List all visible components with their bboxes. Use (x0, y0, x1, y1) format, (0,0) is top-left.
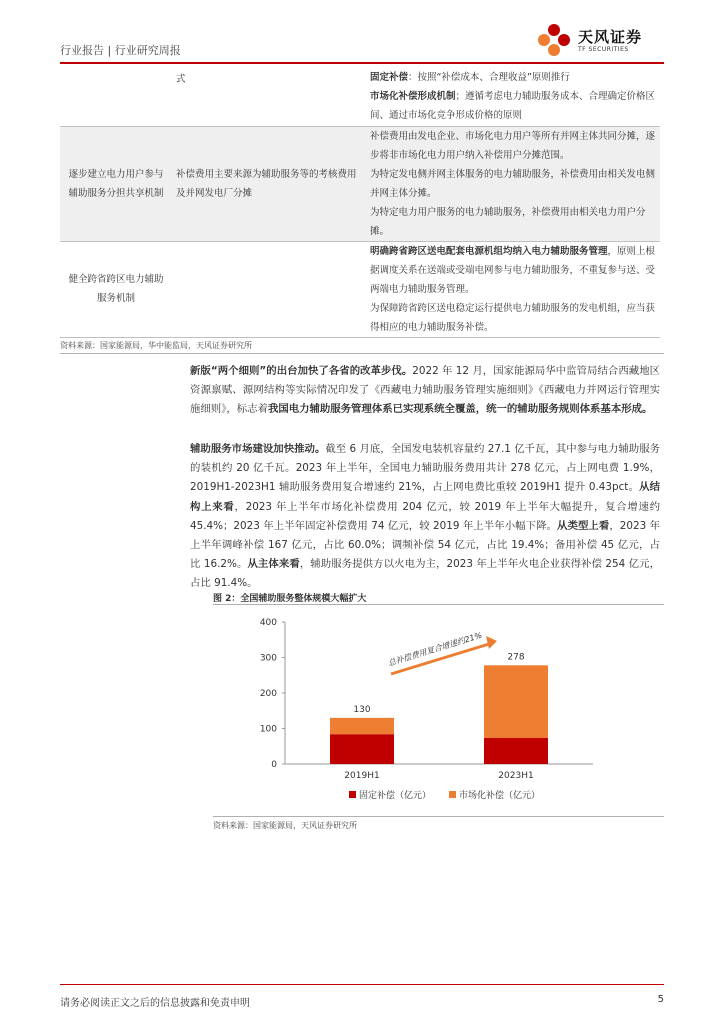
page-number: 5 (657, 994, 664, 1005)
cell-line (370, 87, 656, 125)
y-tick-label: 300 (259, 653, 277, 664)
header-divider (60, 62, 664, 64)
x-tick-label: 2023H1 (498, 771, 534, 781)
table-cell: 健全跨省跨区电力辅助服务机制 (60, 241, 172, 337)
table-cell (172, 241, 366, 337)
table-cell (60, 68, 172, 126)
cell-text: ，原则上根据调度关系在送端或受端电网参与电力辅助服务，不重复参与送、受两端电力辅助服务管理。 (370, 245, 656, 295)
y-tick-label: 400 (259, 618, 277, 628)
bar-segment (484, 738, 548, 764)
report-type: 行业报告 | 行业研究周报 (60, 44, 181, 57)
paragraph-body: 2022 年 12 月，国家能源局华中监管局结合西藏地区资源禀赋、源网结构等实际情况印发了《西藏电力辅助服务管理实施细则》《西藏电力并网运行管理实施细则》，标志着 (190, 365, 661, 416)
paragraph-lead: 新版“两个细则”的出台加快了各省的改革步伐。 (190, 365, 413, 377)
cell-text: ：按照“补偿成本、合理收益”原则推行 (408, 72, 570, 83)
figure-source: 资料来源：国家能源局，天风证券研究所 (213, 821, 357, 830)
bar-segment (330, 718, 394, 734)
bar-segment (484, 665, 548, 737)
legend-swatch (449, 791, 456, 798)
cell-line: 为特定电力用户服务的电力辅助服务，补偿费用由相关电力用户分摊。 (370, 206, 646, 237)
cell-line: 为保障跨省跨区送电稳定运行提供电力辅助服务的发电机组，应当获得相应的电力辅助服务补偿。 (370, 302, 656, 333)
paragraph-body: ，2023 年上半年调峰补偿 167 亿元，占比 60.0%；调频补偿 54 亿元，占比 19.4%；备用补偿 45 亿元，占比 16.2%。 (190, 519, 660, 571)
table-cell (366, 241, 660, 337)
paragraph-body: 截至 6 月底，全国发电装机容量约 27.1 亿千瓦，其中参与电力辅助服务的装机约 20 亿千瓦。2023 年上半年，全国电力辅助服务费用共计 278 亿元，占上网电费 1.9%，2019H1-2023H1 辅助服务费用复合增速约 21%，占上网电费比重较 2019H1 提升 0.43pct。 (190, 443, 660, 494)
cell-text: ；遵循考虑电力辅助服务成本、合理确定价格区间、通过市场化竞争形成价格的原则 (370, 91, 656, 121)
stacked-bar-chart (213, 604, 660, 814)
table-row (60, 241, 660, 337)
figure-title: 图 2：全国辅助服务整体规模大幅扩大 (213, 594, 367, 604)
paragraph (190, 362, 660, 420)
source-divider (60, 353, 664, 354)
cell-bold: 明确跨省跨区送电配套电源机组均纳入电力辅助服务管理 (370, 245, 608, 257)
annotation-text: 总补偿费用复合增速约21% (386, 630, 484, 668)
data-label: 278 (507, 652, 525, 663)
table-cell: 补偿费用主要来源为辅助服务等的考核费用及并网发电厂分摊 (172, 126, 366, 241)
brand-name: 天风证券 (578, 28, 643, 46)
cell-line (370, 242, 656, 299)
table-cell: 逐步建立电力用户参与辅助服务分担共享机制 (60, 126, 172, 241)
table-cell (366, 68, 660, 126)
chart-area (213, 604, 660, 814)
figure-bottom-divider (213, 816, 664, 817)
bar-segment (330, 734, 394, 764)
cell-bold: 市场化补偿形成机制 (370, 91, 456, 102)
paragraph-emphasis: 我国电力辅助服务管理体系已实现系统全覆盖，统一的辅助服务规则体系基本形成。 (267, 403, 653, 416)
y-tick-label: 0 (271, 760, 277, 770)
paragraph-emphasis: 从类型上看 (557, 519, 610, 532)
table-row (60, 126, 660, 241)
cell-line (370, 68, 656, 87)
cell-bold: 固定补偿 (370, 72, 409, 83)
y-tick-label: 200 (259, 689, 277, 699)
paragraph-emphasis: 从主体来看 (247, 558, 300, 571)
policy-table (60, 68, 660, 338)
table-source: 资料来源：国家能源局，华中能监局，天风证券研究所 (60, 341, 252, 350)
cell-line: 补偿费用由发电企业、市场化电力用户等所有并网主体共同分摊，逐步将非市场化电力用户纳入补偿用户分摊范围。 (370, 130, 656, 161)
footer-divider (60, 984, 664, 985)
x-tick-label: 2019H1 (344, 771, 380, 781)
paragraph (190, 440, 660, 594)
legend-swatch (349, 791, 356, 798)
disclaimer: 请务必阅读正文之后的信息披露和免责申明 (60, 998, 250, 1009)
brand-logo (534, 22, 664, 60)
data-label: 130 (353, 704, 371, 715)
y-tick-label: 100 (259, 724, 277, 735)
cell-line: 为特定发电侧并网主体服务的电力辅助服务，补偿费用由相关发电侧并网主体分摊。 (370, 168, 656, 199)
brand-subtitle: TF SECURITIES (578, 46, 629, 53)
pinwheel-logo-icon (534, 22, 574, 60)
table-row (60, 68, 660, 126)
paragraph-emphasis: 从结构上来看 (190, 481, 660, 513)
paragraph-body: ，辅助服务提供方以火电为主，2023 年上半年火电企业获得补偿 254 亿元，占比 91.4%。 (190, 558, 661, 590)
paragraph-body: ，2023 年上半年市场化补偿费用 204 亿元，较 2019 年上半年大幅提升，复合增速约 45.4%；2023 年上半年固定补偿费用 74 亿元，较 2019 年上半年小幅下降。 (190, 500, 661, 532)
table-cell: 式 (172, 68, 366, 126)
table-cell (366, 126, 660, 241)
legend-label: 市场化补偿（亿元） (459, 791, 541, 801)
annotation-arrowhead (486, 636, 497, 649)
legend-label: 固定补偿（亿元） (359, 791, 432, 801)
paragraph-lead: 辅助服务市场建设加快推动。 (190, 443, 326, 455)
